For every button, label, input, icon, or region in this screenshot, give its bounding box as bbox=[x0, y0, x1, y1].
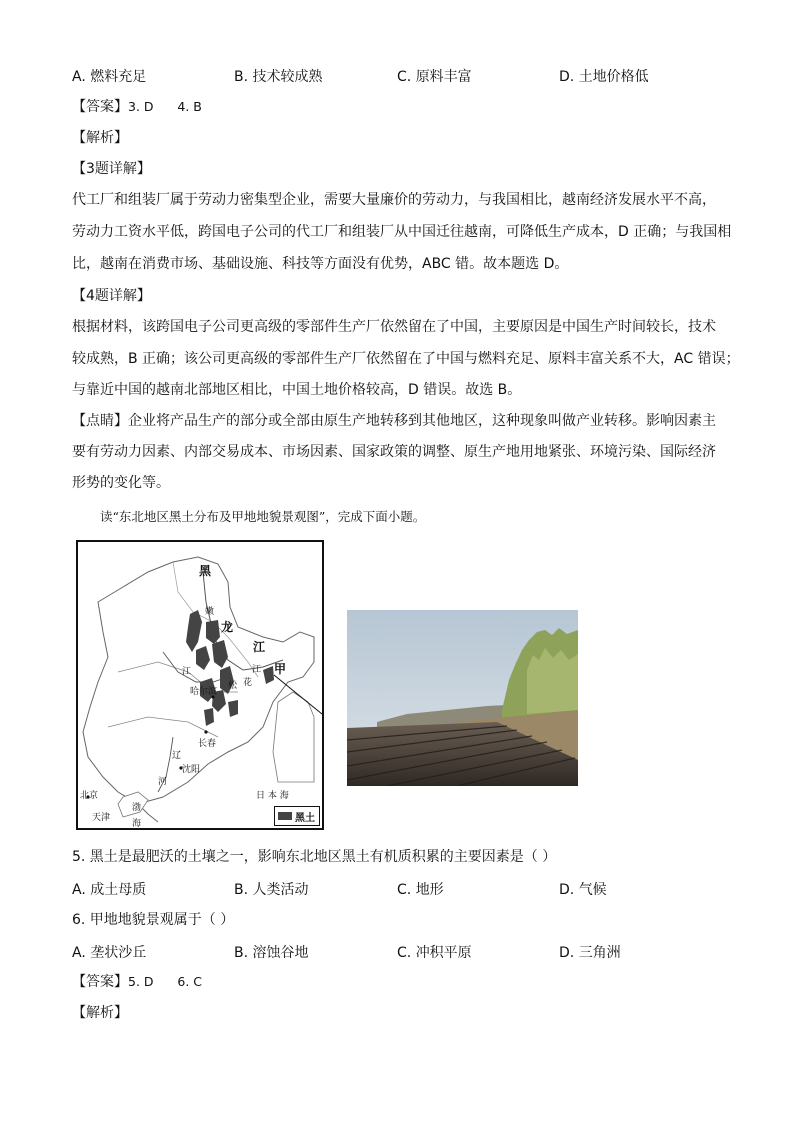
option-text: 技术较成熟 bbox=[252, 69, 323, 85]
tip-line-3: 形势的变化等。 bbox=[72, 475, 170, 491]
label-jia: 甲 bbox=[274, 662, 287, 676]
option-a-prev bbox=[72, 66, 146, 86]
q6-option-d[interactable] bbox=[559, 942, 621, 962]
option-text: 地形 bbox=[415, 882, 444, 898]
option-letter: C. bbox=[397, 69, 412, 85]
answer-tag: 【答案】 bbox=[72, 99, 128, 115]
option-text: 原料丰富 bbox=[415, 69, 472, 85]
option-text: 燃料充足 bbox=[90, 69, 147, 85]
q5-option-d[interactable] bbox=[559, 879, 607, 899]
q5-option-c[interactable] bbox=[397, 879, 444, 899]
question-6: 6. 甲地地貌景观属于（ ） bbox=[72, 912, 235, 928]
label-jiang-right: 江 bbox=[252, 665, 262, 675]
label-japan-sea: 日 本 海 bbox=[256, 791, 289, 801]
answer-line-1 bbox=[72, 97, 202, 117]
option-letter: C. bbox=[397, 882, 412, 898]
option-text: 气候 bbox=[578, 882, 607, 898]
label-hai: 海 bbox=[132, 819, 142, 829]
q5-option-b[interactable] bbox=[234, 879, 309, 899]
landscape-photo-jia bbox=[347, 610, 578, 786]
legend-swatch bbox=[278, 812, 292, 820]
option-text: 人类活动 bbox=[252, 882, 309, 898]
label-hua: 花 bbox=[243, 678, 253, 688]
map-legend bbox=[274, 806, 320, 826]
question-5: 5. 黑土是最肥沃的土壤之一，影响东北地区黑土有机质积累的主要因素是（ ） bbox=[72, 849, 557, 865]
option-c-prev bbox=[397, 66, 472, 86]
detail3-line-3: 比，越南在消费市场、基础设施、科技等方面没有优势，ABC 错。故本题选 D。 bbox=[72, 256, 569, 272]
label-tianjin: 天津 bbox=[92, 813, 111, 823]
label-he: 河 bbox=[158, 777, 168, 787]
option-text: 成土母质 bbox=[90, 882, 147, 898]
q6-option-c[interactable] bbox=[397, 942, 472, 962]
option-text: 土地价格低 bbox=[578, 69, 649, 85]
answer-text: 5. D 6. C bbox=[128, 974, 202, 989]
q6-option-a[interactable] bbox=[72, 942, 146, 962]
label-hei: 黑 bbox=[199, 564, 212, 578]
answer-line-2 bbox=[72, 972, 202, 992]
option-text: 三角洲 bbox=[578, 945, 621, 961]
option-d-prev bbox=[559, 66, 649, 86]
label-shenyang: 沈阳 bbox=[182, 765, 201, 775]
option-letter: D. bbox=[559, 945, 575, 961]
option-letter: A. bbox=[72, 69, 86, 85]
northeast-blacksoil-map bbox=[76, 540, 324, 830]
analysis-tag-1: 【解析】 bbox=[72, 130, 128, 146]
option-text: 冲积平原 bbox=[415, 945, 472, 961]
answer-text: 3. D 4. B bbox=[128, 99, 202, 114]
option-b-prev bbox=[234, 66, 323, 86]
detail3-line-1: 代工厂和组装厂属于劳动力密集型企业，需要大量廉价的劳动力，与我国相比，越南经济发展水平不高， bbox=[72, 192, 716, 208]
detail4-line-3: 与靠近中国的越南北部地区相比，中国土地价格较高，D 错误。故选 B。 bbox=[72, 382, 522, 398]
q6-option-b[interactable] bbox=[234, 942, 309, 962]
label-nen: 嫩 bbox=[205, 607, 215, 617]
option-letter: B. bbox=[234, 69, 249, 85]
label-song: 松 bbox=[228, 681, 238, 691]
label-beijing: 北京 bbox=[80, 791, 99, 801]
tip-line-2: 要有劳动力因素、内部交易成本、市场因素、国家政策的调整、原生产地用地紧张、环境污染、国际经济 bbox=[72, 444, 716, 460]
option-letter: C. bbox=[397, 945, 412, 961]
q5-option-a[interactable] bbox=[72, 879, 146, 899]
detail3-title: 【3题详解】 bbox=[72, 161, 151, 177]
label-changchun: 长春 bbox=[198, 739, 217, 749]
label-jiang1: 江 bbox=[253, 640, 266, 654]
figure-caption: 读“东北地区黑土分布及甲地地貌景观图”，完成下面小题。 bbox=[100, 509, 426, 524]
answer-tag: 【答案】 bbox=[72, 974, 128, 990]
option-letter: D. bbox=[559, 882, 575, 898]
legend-label: 黑土 bbox=[295, 813, 315, 824]
tip-line-1: 【点睛】企业将产品生产的部分或全部由原生产地转移到其他地区，这种现象叫做产业转移。影响因素主 bbox=[72, 413, 716, 429]
option-letter: B. bbox=[234, 882, 249, 898]
label-bo: 渤 bbox=[132, 803, 142, 813]
option-letter: D. bbox=[559, 69, 575, 85]
photo-graphic bbox=[347, 610, 578, 786]
analysis-tag-2: 【解析】 bbox=[72, 1005, 128, 1021]
option-text: 溶蚀谷地 bbox=[252, 945, 309, 961]
option-letter: B. bbox=[234, 945, 249, 961]
detail4-line-1: 根据材料，该跨国电子公司更高级的零部件生产厂依然留在了中国，主要原因是中国生产时间较长，技术 bbox=[72, 319, 716, 335]
option-text: 垄状沙丘 bbox=[90, 945, 147, 961]
option-letter: A. bbox=[72, 882, 86, 898]
detail3-line-2: 劳动力工资水平低，跨国电子公司的代工厂和组装厂从中国迁往越南，可降低生产成本，D 正确；与我国相 bbox=[72, 224, 732, 240]
detail4-title: 【4题详解】 bbox=[72, 288, 151, 304]
detail4-line-2: 较成熟，B 正确；该公司更高级的零部件生产厂依然留在了中国与燃料充足、原料丰富关系不大，AC 错误； bbox=[72, 351, 740, 367]
label-jiang-left: 江 bbox=[182, 667, 192, 677]
label-harbin: 哈尔滨 bbox=[190, 687, 218, 697]
label-liao: 辽 bbox=[172, 751, 182, 761]
label-long: 龙 bbox=[221, 620, 234, 634]
option-letter: A. bbox=[72, 945, 86, 961]
